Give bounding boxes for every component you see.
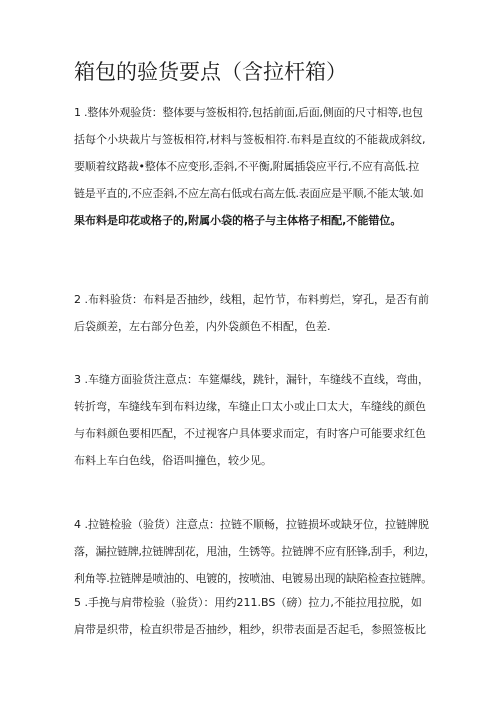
paragraph-line: 转折弯，车缝线车到布料边缘，车缝止口太小或止口太大，车缝线的颜色 [74,400,426,413]
paragraph-line: 括每个小块裁片与签板相符,材料与签板相符.布料是直纹的不能裁成斜纹, [74,133,426,146]
paragraph-line: 链是平直的,不应歪斜,不应左高右低或右高左低.表面应是平顺,不能太皱.如 [74,187,424,200]
paragraph-line: 肩带是织带，检直织带是否抽纱，粗纱，织带表面是否起毛，参照签板比 [74,623,426,636]
paragraph-line: 2 .布料验货：布料是否抽纱，线粗，起竹节，布料剪烂，穿孔，是否有前 [74,293,429,306]
paragraph-line: 果布料是印花或格子的,附属小袋的格子与主体格子相配,不能错位。 [74,214,402,227]
section-exterior-inspection [74,99,434,234]
paragraph-line: 与布料颜色要相匹配，不过视客户具体要求而定，有时客户可能要求红色 [74,427,426,440]
paragraph-line: 1 .整体外观验货：整体要与签板相符,包括前面,后面,侧面的尺寸相等,也包 [74,106,423,119]
section-fabric-inspection [74,286,434,340]
paragraph-line: 5 .手挽与肩带检验（验货）：用约211.BS（磅）拉力,不能拉甩拉脱，如 [74,596,422,609]
paragraph-line: 利角等.拉链牌是喷油的、电镀的，按喷油、电镀易出现的缺陷检查拉链牌。 [74,572,432,585]
paragraph-line: 3 .车缝方面验货注意点：车筵爆线，跳针，漏针，车缝线不直线，弯曲， [74,373,429,386]
paragraph-line: 布料上车白色线，俗语叫撞色，较少见。 [74,454,272,467]
paragraph-line: 要顺着纹路裁•整体不应变形,歪斜,不平衡,附属插袋应平行,不应有高低.拉 [74,160,419,173]
section-handle-strap-inspection [74,589,434,643]
section-sewing-inspection [74,366,434,474]
paragraph-line: 4 .拉链检验（验货）注意点：拉链不顺畅，拉链损坏或缺牙位，拉链牌脱 [74,518,429,531]
paragraph-line: 落，漏拉链牌,拉链牌刮花，甩油，生锈等。拉链牌不应有胚锋,刮手，利边， [74,545,436,558]
paragraph-line: 后袋颜差，左右部分色差，内外袋颜色不相配，色差. [74,320,331,333]
page-title: 箱包的验货要点（含拉杆箱） [74,60,347,84]
section-zipper-inspection [74,511,434,592]
